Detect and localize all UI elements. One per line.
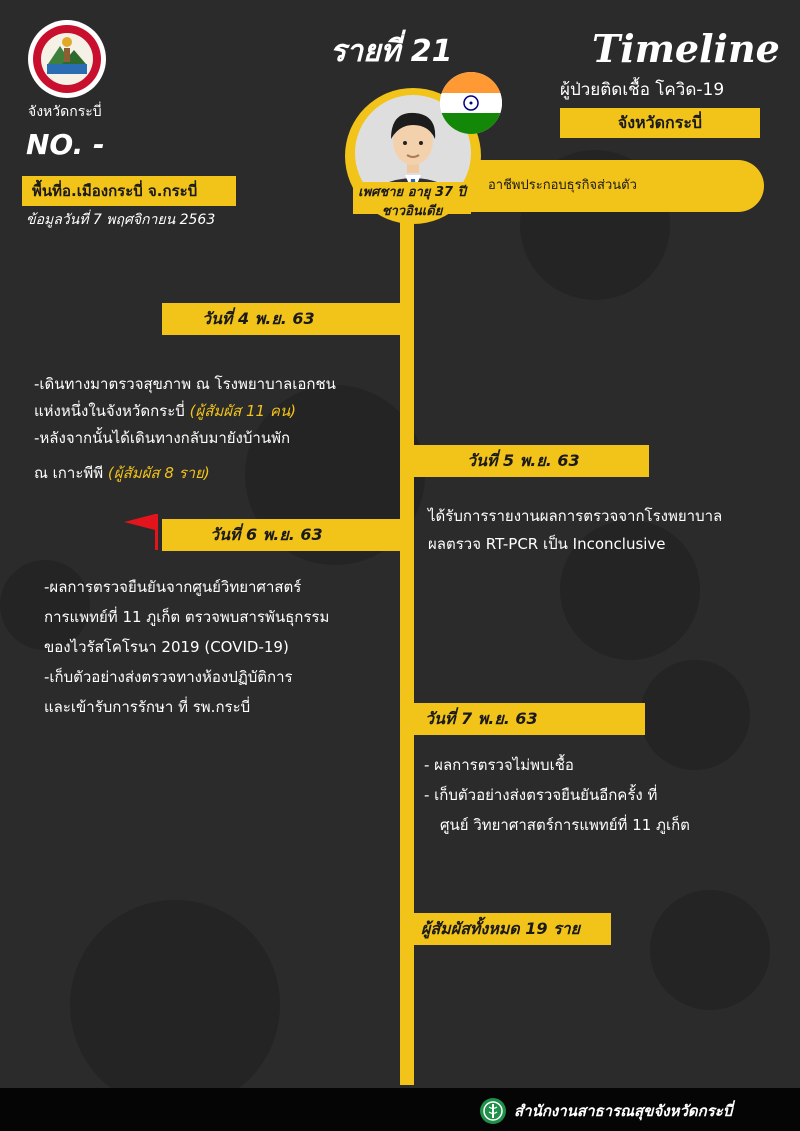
virus-decoration	[640, 660, 750, 770]
event-6-nov-line2: การแพทย์ที่ 11 ภูเก็ต ตรวจพบสารพันธุกรรม	[44, 608, 330, 626]
contacts-8: (ผู้สัมผัส 8 ราย)	[107, 464, 210, 482]
date-bar-6-nov: วันที่ 6 พ.ย. 63	[162, 519, 408, 551]
event-6-nov-line3: ของไวรัสโคโรนา 2019 (COVID-19)	[44, 638, 289, 656]
event-6-nov-line4: -เก็บตัวอย่างส่งตรวจทางห้องปฏิบัติการ	[44, 668, 293, 686]
date-bar-4-nov: วันที่ 4 พ.ย. 63	[162, 303, 408, 335]
event-4-nov-line3: -หลังจากนั้นได้เดินทางกลับมายังบ้านพัก	[34, 429, 291, 447]
timeline-line	[400, 210, 414, 1085]
patient-nationality: ชาวอินเดีย	[381, 204, 443, 219]
event-4-nov-line2: แห่งหนึ่งในจังหวัดกระบี่ (ผู้สัมผัส 11 คน)	[34, 402, 296, 420]
total-contacts-bar: ผู้สัมผัสทั้งหมด 19 ราย	[405, 913, 611, 945]
date-bar-5-nov: วันที่ 5 พ.ย. 63	[405, 445, 649, 477]
event-5-nov-line2: ผลตรวจ RT-PCR เป็น Inconclusive	[428, 535, 666, 553]
event-4-nov-line4: ณ เกาะพีพี (ผู้สัมผัส 8 ราย)	[34, 464, 210, 482]
event-7-nov-line3: ศูนย์ วิทยาศาสตร์การแพทย์ที่ 11 ภูเก็ต	[440, 816, 690, 834]
india-flag-icon	[440, 72, 502, 134]
event-6-nov-line5: และเข้ารับการรักษา ที่ รพ.กระบี่	[44, 698, 251, 716]
patient-gender-age: เพศชาย อายุ 37 ปี	[358, 185, 466, 200]
area-label: พื้นที่อ.เมืองกระบี่ จ.กระบี่	[22, 176, 236, 206]
moph-logo-icon	[480, 1098, 506, 1124]
occupation-text: อาชีพประกอบธุรกิจส่วนตัว	[488, 178, 637, 193]
case-title: รายที่ 21	[330, 34, 453, 69]
data-date: ข้อมูลวันที่ 7 พฤศจิกายน 2563	[26, 212, 216, 228]
virus-decoration	[650, 890, 770, 1010]
timeline-province: จังหวัดกระบี่	[560, 108, 760, 138]
provincial-seal-icon	[28, 20, 106, 98]
red-flag-icon	[120, 512, 160, 552]
event-7-nov-line2: - เก็บตัวอย่างส่งตรวจยืนยันอีกครั้ง ที่	[424, 786, 658, 804]
date-bar-7-nov: วันที่ 7 พ.ย. 63	[405, 703, 645, 735]
virus-decoration	[70, 900, 280, 1110]
timeline-title: Timeline	[592, 26, 780, 71]
contacts-11: (ผู้สัมผัส 11 คน)	[189, 402, 296, 420]
timeline-subtitle: ผู้ป่วยติดเชื้อ โควิด-19	[560, 80, 725, 100]
event-6-nov-line1: -ผลการตรวจยืนยันจากศูนย์วิทยาศาสตร์	[44, 578, 302, 596]
case-number: NO. -	[26, 128, 105, 161]
event-5-nov-line1: ได้รับการรายงานผลการตรวจจากโรงพยาบาล	[428, 507, 723, 525]
event-4-nov-line1: -เดินทางมาตรวจสุขภาพ ณ โรงพยาบาลเอกชน	[34, 375, 336, 393]
footer-org: สำนักงานสาธารณสุขจังหวัดกระบี่	[514, 1102, 733, 1120]
province-label: จังหวัดกระบี่	[28, 104, 102, 120]
event-7-nov-line1: - ผลการตรวจไม่พบเชื้อ	[424, 756, 574, 774]
